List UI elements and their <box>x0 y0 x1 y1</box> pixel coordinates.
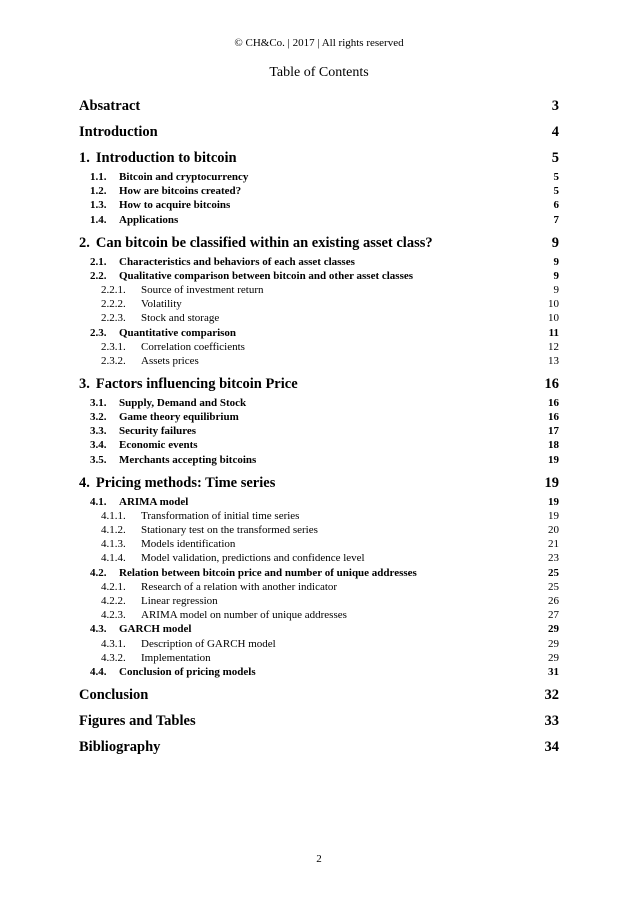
toc-entry-number: 4.1.4. <box>101 552 126 565</box>
toc-entry[interactable] <box>79 98 559 115</box>
toc-entry-number: 4.3. <box>90 623 107 636</box>
toc-entry[interactable] <box>79 124 559 141</box>
toc-entry-title: Models identification <box>141 538 236 551</box>
toc-entry[interactable] <box>79 666 559 678</box>
toc-entry-number: 4.3.1. <box>101 637 126 650</box>
toc-entry-title: Assets prices <box>141 354 199 367</box>
toc-entry-number: 4.1. <box>90 495 107 508</box>
toc-entry-page: 5 <box>553 185 559 198</box>
toc-entry-title: Stock and storage <box>141 312 220 325</box>
toc-entry-page: 26 <box>548 594 559 607</box>
toc-entry[interactable] <box>79 270 559 282</box>
toc-entry-page: 32 <box>544 686 559 703</box>
toc-entry[interactable] <box>79 567 559 579</box>
toc-entry-title: Game theory equilibrium <box>119 411 239 424</box>
toc-entry-page: 19 <box>548 495 559 508</box>
toc-entry-title: Characteristics and behaviors of each asset classes <box>119 255 355 268</box>
toc-entry[interactable] <box>79 411 559 423</box>
toc-entry-number: 4.1.3. <box>101 538 126 551</box>
toc-entry[interactable] <box>79 638 559 650</box>
toc-entry-number: 1. <box>79 150 90 166</box>
toc-entry-page: 29 <box>548 651 559 664</box>
toc-entry[interactable] <box>79 214 559 226</box>
toc-entry-page: 23 <box>548 552 559 565</box>
toc-entry-page: 9 <box>553 255 559 268</box>
toc-entry[interactable] <box>79 609 559 621</box>
toc-entry-number: 4.1.1. <box>101 509 126 522</box>
toc-entry-title: Introduction to bitcoin <box>95 150 237 166</box>
toc-entry-title: Supply, Demand and Stock <box>119 396 247 409</box>
toc-entry-number: 3.3. <box>90 425 107 438</box>
toc-entry-page: 19 <box>548 509 559 522</box>
toc-entry-title: Conclusion <box>79 686 149 703</box>
toc-entry-title: Factors influencing bitcoin Price <box>95 375 298 392</box>
toc-entry-page: 4 <box>551 124 559 140</box>
toc-entry-number: 2.3.1. <box>101 340 126 353</box>
toc-entry-title: Stationary test on the transformed series <box>141 524 318 536</box>
toc-entry-page: 12 <box>548 340 559 353</box>
toc-entry-number: 2.3. <box>90 326 107 339</box>
toc-entry-page: 9 <box>553 283 559 296</box>
toc-entry-page: 19 <box>548 453 559 466</box>
toc-entry-page: 25 <box>548 566 559 579</box>
toc-entry-number: 2.2. <box>90 269 107 282</box>
toc-entry-page: 29 <box>548 623 559 636</box>
toc-entry[interactable] <box>79 425 559 437</box>
toc-entry[interactable] <box>79 475 559 492</box>
toc-entry[interactable] <box>79 171 559 183</box>
toc-entry[interactable] <box>79 439 559 451</box>
toc-entry-page: 7 <box>553 213 559 226</box>
toc-entry-title: Qualitative comparison between bitcoin and other asset classes <box>119 269 414 282</box>
toc-entry-page: 5 <box>553 171 559 183</box>
toc-entry-number: 4.2. <box>90 566 107 579</box>
toc-entry-number: 2.3.2. <box>101 354 126 367</box>
toc-entry-title: Linear regression <box>141 594 218 607</box>
toc-entry-page: 21 <box>548 538 559 551</box>
toc-entry[interactable] <box>79 687 559 704</box>
toc-entry[interactable] <box>79 284 559 296</box>
toc-entry-number: 1.3. <box>90 199 107 212</box>
toc-entry[interactable] <box>79 341 559 353</box>
toc-entry[interactable] <box>79 739 559 756</box>
toc-entry[interactable] <box>79 652 559 664</box>
toc-entry-title: Volatility <box>141 298 182 311</box>
toc-entry-title: Implementation <box>141 651 211 664</box>
toc-entry-title: Absatract <box>79 98 141 114</box>
toc-entry-page: 16 <box>544 375 559 392</box>
toc-entry-number: 2.1. <box>90 255 107 268</box>
toc-entry[interactable] <box>79 256 559 268</box>
toc-entry-title: Transformation of initial time series <box>141 509 300 522</box>
toc-entry[interactable] <box>79 552 559 564</box>
toc-entry[interactable] <box>79 185 559 197</box>
toc-entry-page: 9 <box>551 234 559 251</box>
toc-entry-page: 17 <box>548 425 559 438</box>
toc-entry[interactable] <box>79 538 559 550</box>
toc-entry-title: How are bitcoins created? <box>119 185 242 198</box>
toc-entry[interactable] <box>79 524 559 536</box>
toc-entry-number: 1.1. <box>90 171 107 183</box>
toc-entry-title: Pricing methods: Time series <box>95 474 276 491</box>
toc-entry[interactable] <box>79 623 559 635</box>
toc-entry-title: Introduction <box>79 124 158 140</box>
toc-entry-page: 10 <box>548 312 559 325</box>
toc-entry-number: 1.2. <box>90 185 107 198</box>
toc-entry-page: 27 <box>548 609 559 622</box>
toc-entry[interactable] <box>79 510 559 522</box>
toc-entry-title: Economic events <box>119 439 198 452</box>
toc-entry-title: Merchants accepting bitcoins <box>119 453 257 466</box>
toc-entry-title: Bitcoin and cryptocurrency <box>119 171 249 183</box>
toc-entry-title: Conclusion of pricing models <box>119 665 256 678</box>
toc-entry-page: 16 <box>548 411 559 424</box>
toc-entry[interactable] <box>79 312 559 324</box>
toc-entry-title: Bibliography <box>79 738 161 755</box>
toc-entry-title: Relation between bitcoin price and number of unique addresses <box>119 566 417 579</box>
toc-entry-page: 20 <box>548 524 559 536</box>
toc-entry[interactable] <box>79 713 559 730</box>
toc-entry-number: 1.4. <box>90 213 107 226</box>
toc-entry-page: 11 <box>548 326 559 339</box>
toc-entry-title: ARIMA model on number of unique addresses <box>141 609 347 622</box>
page-number: 2 <box>316 853 322 865</box>
toc-entry-page: 6 <box>553 199 559 212</box>
toc-entry[interactable] <box>79 199 559 211</box>
toc-entry[interactable] <box>79 235 559 252</box>
toc-entry-page: 31 <box>548 665 559 678</box>
toc-entry[interactable] <box>79 454 559 466</box>
toc-entry-title: ARIMA model <box>119 495 189 508</box>
toc-entry-number: 4.2.2. <box>101 594 126 607</box>
toc-entry-title: Can bitcoin be classified within an existing asset class? <box>95 234 433 251</box>
toc-entry[interactable] <box>79 376 559 393</box>
toc-entry[interactable] <box>79 595 559 607</box>
toc-entry[interactable] <box>79 397 559 409</box>
toc-entry-page: 18 <box>548 439 559 452</box>
toc-entry-title: GARCH model <box>119 623 192 636</box>
page-title: Table of Contents <box>269 65 369 80</box>
table-of-contents <box>79 98 559 756</box>
toc-entry-number: 4. <box>79 474 90 491</box>
toc-entry-title: Model validation, predictions and confidence level <box>141 552 365 565</box>
toc-entry-title: Security failures <box>119 425 197 438</box>
toc-entry[interactable] <box>79 581 559 593</box>
toc-entry-number: 4.2.3. <box>101 609 126 622</box>
toc-entry-number: 2.2.1. <box>101 283 126 296</box>
toc-entry-page: 33 <box>544 712 559 729</box>
toc-entry[interactable] <box>79 298 559 310</box>
toc-entry-title: Source of investment return <box>141 283 264 296</box>
page-header: © CH&Co. | 2017 | All rights reserved <box>234 37 404 49</box>
toc-entry-title: Applications <box>119 213 179 226</box>
toc-entry-number: 2. <box>79 234 90 251</box>
toc-entry-page: 19 <box>544 474 559 491</box>
toc-entry-page: 16 <box>548 396 559 409</box>
toc-entry-title: Correlation coefficients <box>141 340 245 353</box>
toc-entry-page: 10 <box>548 298 559 311</box>
toc-entry-title: Quantitative comparison <box>119 326 237 339</box>
toc-entry-title: Figures and Tables <box>79 712 196 729</box>
toc-entry-number: 3. <box>79 375 90 392</box>
toc-entry-number: 2.2.2. <box>101 298 126 311</box>
toc-entry-page: 29 <box>548 637 559 650</box>
toc-entry-number: 4.1.2. <box>101 524 126 536</box>
toc-entry-page: 3 <box>551 98 559 114</box>
toc-entry-page: 9 <box>553 269 559 282</box>
toc-entry[interactable] <box>79 150 559 167</box>
toc-entry-page: 13 <box>548 354 559 367</box>
toc-entry-title: Description of GARCH model <box>141 637 276 650</box>
toc-entry-page: 34 <box>544 738 559 755</box>
toc-entry-number: 2.2.3. <box>101 312 126 325</box>
toc-entry[interactable] <box>79 327 559 339</box>
toc-entry[interactable] <box>79 355 559 367</box>
toc-entry-title: Research of a relation with another indicator <box>141 580 338 593</box>
toc-entry-number: 3.4. <box>90 439 107 452</box>
toc-entry-number: 3.2. <box>90 411 107 424</box>
toc-entry-number: 3.1. <box>90 396 107 409</box>
toc-entry-page: 5 <box>551 150 559 166</box>
toc-entry-number: 4.2.1. <box>101 580 126 593</box>
toc-entry[interactable] <box>79 496 559 508</box>
toc-entry-page: 25 <box>548 580 559 593</box>
toc-entry-number: 4.4. <box>90 665 107 678</box>
toc-entry-number: 3.5. <box>90 453 107 466</box>
toc-entry-number: 4.3.2. <box>101 651 126 664</box>
toc-entry-title: How to acquire bitcoins <box>119 199 231 212</box>
